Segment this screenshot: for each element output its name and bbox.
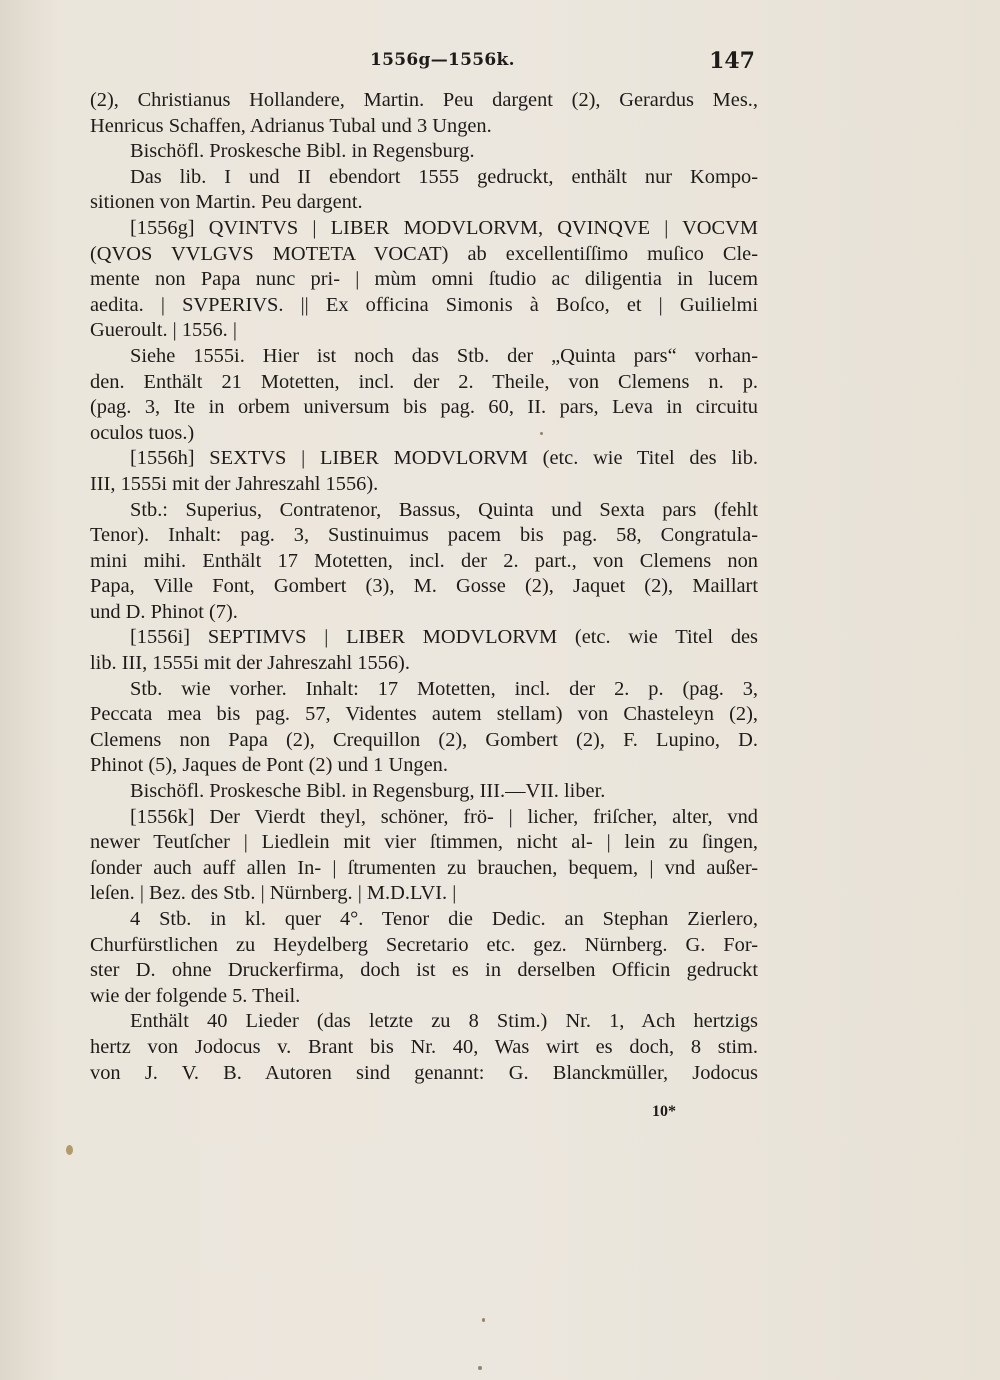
text-line: (QVOS VVLGVS MOTETA VOCAT) ab excellentiſſimo muſico Cle- <box>90 242 758 265</box>
text-line: Bischöfl. Proskesche Bibl. in Regensburg. <box>130 140 475 163</box>
paper-speck <box>482 1318 485 1322</box>
text-line: Stb. wie vorher. Inhalt: 17 Motetten, incl. der 2. p. (pag. 3, <box>130 677 758 700</box>
text-line: Tenor). Inhalt: pag. 3, Sustinuimus pacem bis pag. 58, Congratula- <box>90 524 758 547</box>
signature-mark: 10* <box>652 1103 676 1120</box>
text-line: Das lib. I und II ebendort 1555 gedruckt, enthält nur Kompo- <box>130 165 758 188</box>
paper-speck <box>66 1145 73 1155</box>
text-line: 4 Stb. in kl. quer 4°. Tenor die Dedic. an Stephan Zierlero, <box>130 908 758 930</box>
text-line: Stb.: Superius, Contratenor, Bassus, Quinta und Sexta pars (fehlt <box>130 498 758 521</box>
text-line: lib. III, 1555i mit der Jahreszahl 1556). <box>90 652 410 675</box>
text-line: Churfürstlichen zu Heydelberg Secretario etc. gez. Nürnberg. G. For- <box>90 933 758 956</box>
paper-speck <box>478 1366 482 1370</box>
text-line: und D. Phinot (7). <box>90 600 238 623</box>
text-line: newer Teutſcher | Liedlein mit vier ſtimmen, nicht al- | lein zu ſingen, <box>90 831 758 854</box>
body-text <box>90 88 758 1086</box>
text-line: [1556g] QVINTVS | LIBER MODVLORVM, QVINQVE | VOCVM <box>130 216 758 239</box>
text-line: aedita. | SVPERIVS. || Ex officina Simonis à Boſco, et | Guilielmi <box>90 293 758 316</box>
text-line: oculos tuos.) <box>90 421 195 444</box>
text-line: [1556h] SEXTVS | LIBER MODVLORVM (etc. wie Titel des lib. <box>130 447 758 470</box>
text-line: ſonder auch auff allen In- | ſtrumenten zu brauchen, bequem, | vnd außer- <box>90 856 758 879</box>
text-line: mente non Papa nunc pri- | mùm omni ſtudio ac diligentia in lucem <box>90 268 758 291</box>
text-line: leſen. | Bez. des Stb. | Nürnberg. | M.D.LVI. | <box>90 882 457 905</box>
text-line: mini mihi. Enthält 17 Motetten, incl. der 2. part., von Clemens non <box>90 549 758 572</box>
text-line: wie der folgende 5. Theil. <box>90 984 301 1007</box>
text-line: Siehe 1555i. Hier ist noch das Stb. der „Quinta pars“ vorhan- <box>130 344 758 367</box>
text-line: III, 1555i mit der Jahreszahl 1556). <box>90 472 379 495</box>
text-line: ster D. ohne Druckerfirma, doch ist es in derselben Officin gedruckt <box>90 959 758 982</box>
text-line: hertz von Jodocus v. Brant bis Nr. 40, Was wirt es doch, 8 stim. <box>90 1035 758 1058</box>
text-line: Phinot (5), Jaques de Pont (2) und 1 Ungen. <box>90 754 448 777</box>
page-header <box>90 50 755 80</box>
text-line: von J. V. B. Autoren sind genannt: G. Blanckmüller, Jodocus <box>90 1061 758 1084</box>
text-line: (2), Christianus Hollandere, Martin. Peu dargent (2), Gerardus Mes., <box>90 89 758 111</box>
text-line: Papa, Ville Font, Gombert (3), M. Gosse (2), Jaquet (2), Maillart <box>90 575 758 598</box>
text-line: [1556k] Der Vierdt theyl, schöner, frö- | licher, friſcher, alter, vnd <box>130 805 758 828</box>
text-line: [1556i] SEPTIMVS | LIBER MODVLORVM (etc. wie Titel des <box>130 626 758 649</box>
text-line: den. Enthält 21 Motetten, incl. der 2. Theile, von Clemens n. p. <box>90 370 758 393</box>
page-number: 147 <box>709 48 755 74</box>
paper-speck <box>540 432 543 435</box>
text-line: sitionen von Martin. Peu dargent. <box>90 191 363 214</box>
text-line: Clemens non Papa (2), Crequillon (2), Gombert (2), F. Lupino, D. <box>90 728 758 751</box>
text-line: Peccata mea bis pag. 57, Videntes autem stellam) von Chasteleyn (2), <box>90 703 758 726</box>
text-line: (pag. 3, Ite in orbem universum bis pag. 60, II. pars, Leva in circuitu <box>90 396 758 419</box>
text-line: Enthält 40 Lieder (das letzte zu 8 Stim.) Nr. 1, Ach hertzigs <box>130 1010 758 1033</box>
text-line: Henricus Schaffen, Adrianus Tubal und 3 Ungen. <box>90 114 492 137</box>
text-line: Bischöfl. Proskesche Bibl. in Regensburg, III.—VII. liber. <box>130 780 606 803</box>
text-line: Gueroult. | 1556. | <box>90 319 237 342</box>
running-head: 1556g—1556k. <box>370 50 515 70</box>
